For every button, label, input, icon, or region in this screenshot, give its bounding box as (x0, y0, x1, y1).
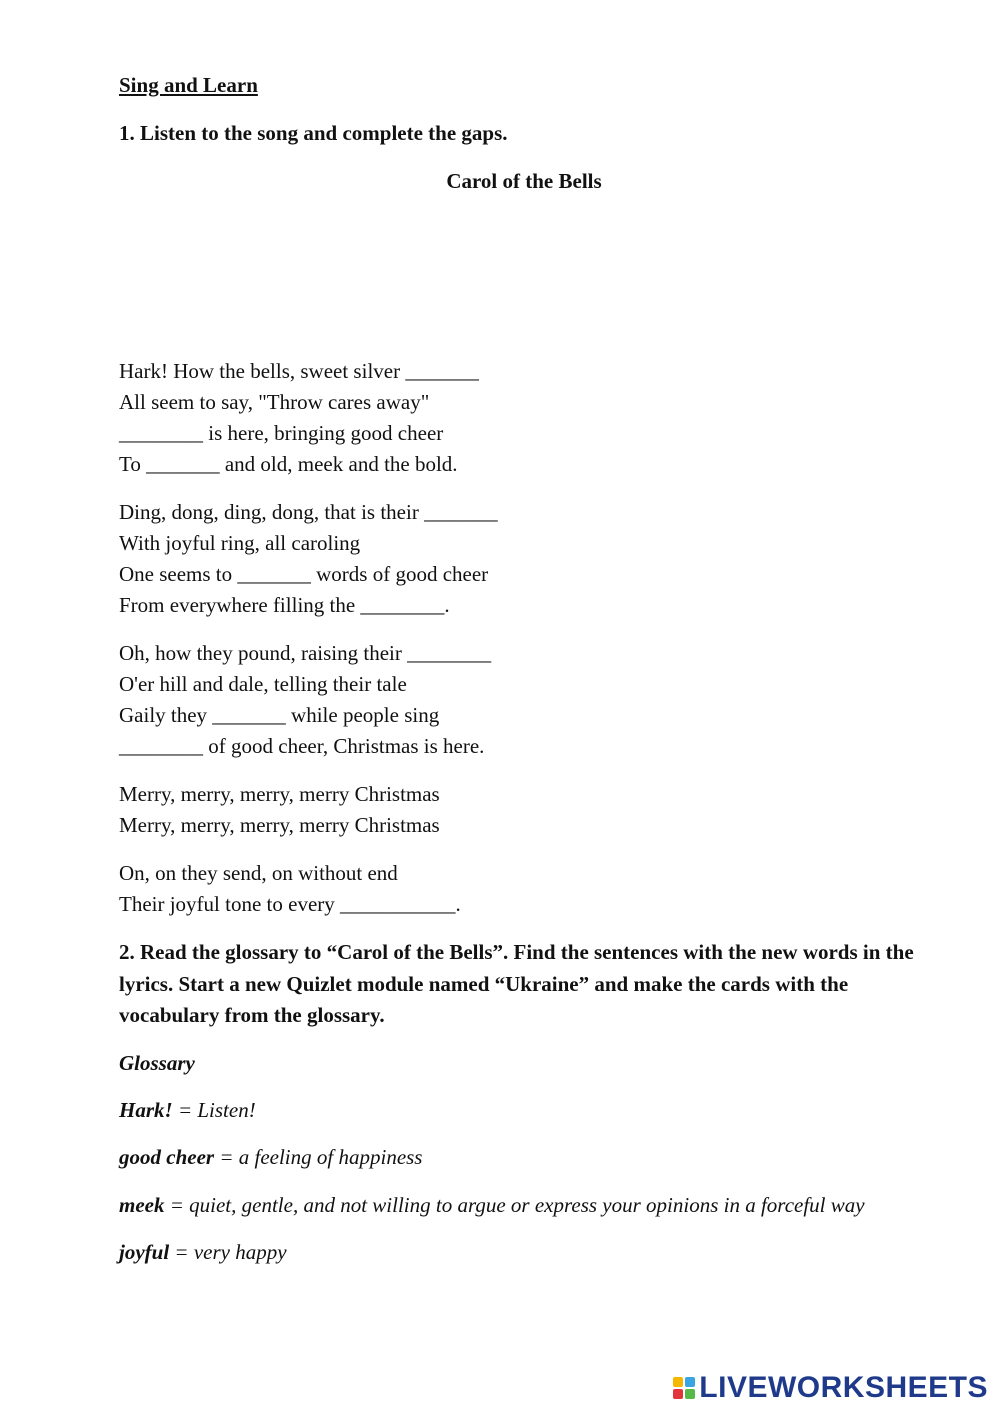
stanza-2 (119, 497, 929, 621)
glossary-definition: = Listen! (172, 1097, 256, 1122)
lyric-line: Their joyful tone to every ___________. (119, 892, 461, 916)
lyric-line: From everywhere filling the ________. (119, 593, 450, 617)
glossary-entry (119, 1190, 929, 1222)
task1-instruction: 1. Listen to the song and complete the gaps. (119, 121, 508, 145)
lyric-line: Merry, merry, merry, merry Christmas (119, 813, 440, 837)
glossary-title: Glossary (119, 1050, 195, 1075)
lyric-line: Merry, merry, merry, merry Christmas (119, 782, 440, 806)
lyric-line: All seem to say, "Throw cares away" (119, 390, 430, 414)
lyric-line: O'er hill and dale, telling their tale (119, 672, 407, 696)
lyric-line: Oh, how they pound, raising their ________ (119, 641, 492, 665)
stanza-5 (119, 858, 929, 920)
glossary-definition: = a feeling of happiness (214, 1145, 423, 1169)
lyric-line: Gaily they _______ while people sing (119, 703, 440, 727)
lyric-line: To _______ and old, meek and the bold. (119, 452, 458, 476)
lyric-line: Ding, dong, ding, dong, that is their _______ (119, 500, 498, 524)
logo-square-icon (673, 1389, 683, 1399)
task2-instruction: 2. Read the glossary to “Carol of the Bells”. Find the sentences with the new words in the lyrics. Start a new Quizlet module named “Ukraine” and make the cards with the vocabulary from the glossary. (119, 940, 914, 1027)
stanza-1 (119, 356, 929, 480)
brand-name: LIVEWORKSHEETS (699, 1371, 988, 1404)
stanza-3 (119, 638, 929, 762)
glossary-term: joyful (119, 1240, 170, 1264)
glossary-term: good cheer (119, 1145, 215, 1169)
song-lyrics (119, 356, 929, 920)
logo-square-icon (673, 1377, 683, 1387)
lyric-line: One seems to _______ words of good cheer (119, 562, 489, 586)
lyric-line: On, on they send, on without end (119, 861, 398, 885)
lyric-line: ________ is here, bringing good cheer (119, 421, 444, 445)
liveworksheets-logo-icon (673, 1377, 695, 1399)
section-title: Sing and Learn (119, 73, 258, 97)
logo-square-icon (685, 1377, 695, 1387)
glossary-entry (119, 1142, 929, 1174)
glossary-entry (119, 1237, 929, 1269)
glossary-definition: = quiet, gentle, and not willing to argue or express your opinions in a forceful way (164, 1192, 865, 1217)
worksheet-page (119, 70, 929, 1285)
lyric-line: With joyful ring, all caroling (119, 531, 361, 555)
stanza-4 (119, 779, 929, 841)
glossary-definition: = very happy (169, 1240, 287, 1264)
glossary-entry (119, 1095, 929, 1127)
glossary-term: meek (119, 1192, 165, 1217)
glossary-term: Hark! (119, 1097, 173, 1122)
lyric-line: ________ of good cheer, Christmas is here. (119, 734, 485, 758)
liveworksheets-brand (673, 1370, 988, 1406)
logo-square-icon (685, 1389, 695, 1399)
song-title: Carol of the Bells (446, 169, 602, 193)
lyric-line: Hark! How the bells, sweet silver _______ (119, 359, 479, 383)
